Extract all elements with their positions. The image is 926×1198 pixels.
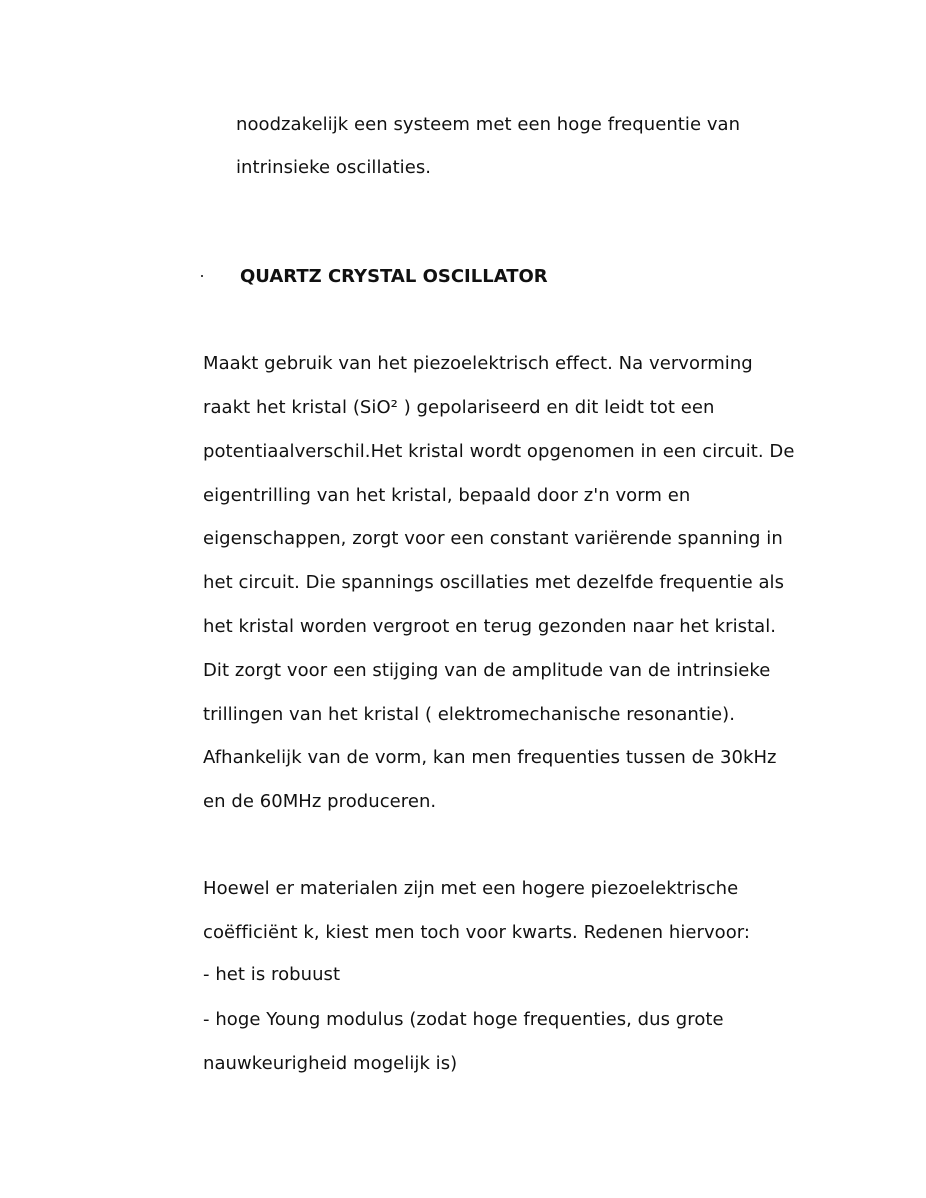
paragraph1-line-7: het kristal worden vergroot en terug gezonden naar het kristal. <box>203 616 777 637</box>
paragraph1-line-10: Afhankelijk van de vorm, kan men frequenties tussen de 30kHz <box>203 747 777 768</box>
paragraph2-line-2: coëfficiënt k, kiest men toch voor kwarts. Redenen hiervoor: <box>203 922 751 943</box>
paragraph2-line-4: - hoge Young modulus (zodat hoge frequenties, dus grote <box>203 1009 724 1030</box>
paragraph1-line-3: potentiaalverschil.Het kristal wordt opgenomen in een circuit. De <box>203 441 795 462</box>
paragraph1-line-4: eigentrilling van het kristal, bepaald door z'n vorm en <box>203 485 691 506</box>
paragraph1-line-2: raakt het kristal (SiO² ) gepolariseerd en dit leidt tot een <box>203 397 715 418</box>
bullet-dot-icon <box>201 275 203 277</box>
intro-line-2: intrinsieke oscillaties. <box>236 157 432 178</box>
paragraph2-line-3: - het is robuust <box>203 964 341 985</box>
paragraph1-line-1: Maakt gebruik van het piezoelektrisch effect. Na vervorming <box>203 353 753 374</box>
paragraph2-line-5: nauwkeurigheid mogelijk is) <box>203 1053 458 1074</box>
intro-line-1: noodzakelijk een systeem met een hoge frequentie van <box>236 114 741 135</box>
paragraph2-line-1: Hoewel er materialen zijn met een hogere piezoelektrische <box>203 878 739 899</box>
paragraph1-line-11: en de 60MHz produceren. <box>203 791 437 812</box>
paragraph1-line-9: trillingen van het kristal ( elektromechanische resonantie). <box>203 704 736 725</box>
section-heading: QUARTZ CRYSTAL OSCILLATOR <box>240 266 548 287</box>
paragraph1-line-6: het circuit. Die spannings oscillaties met dezelfde frequentie als <box>203 572 785 593</box>
paragraph1-line-5: eigenschappen, zorgt voor een constant variërende spanning in <box>203 528 783 549</box>
paragraph1-line-8: Dit zorgt voor een stijging van de amplitude van de intrinsieke <box>203 660 771 681</box>
